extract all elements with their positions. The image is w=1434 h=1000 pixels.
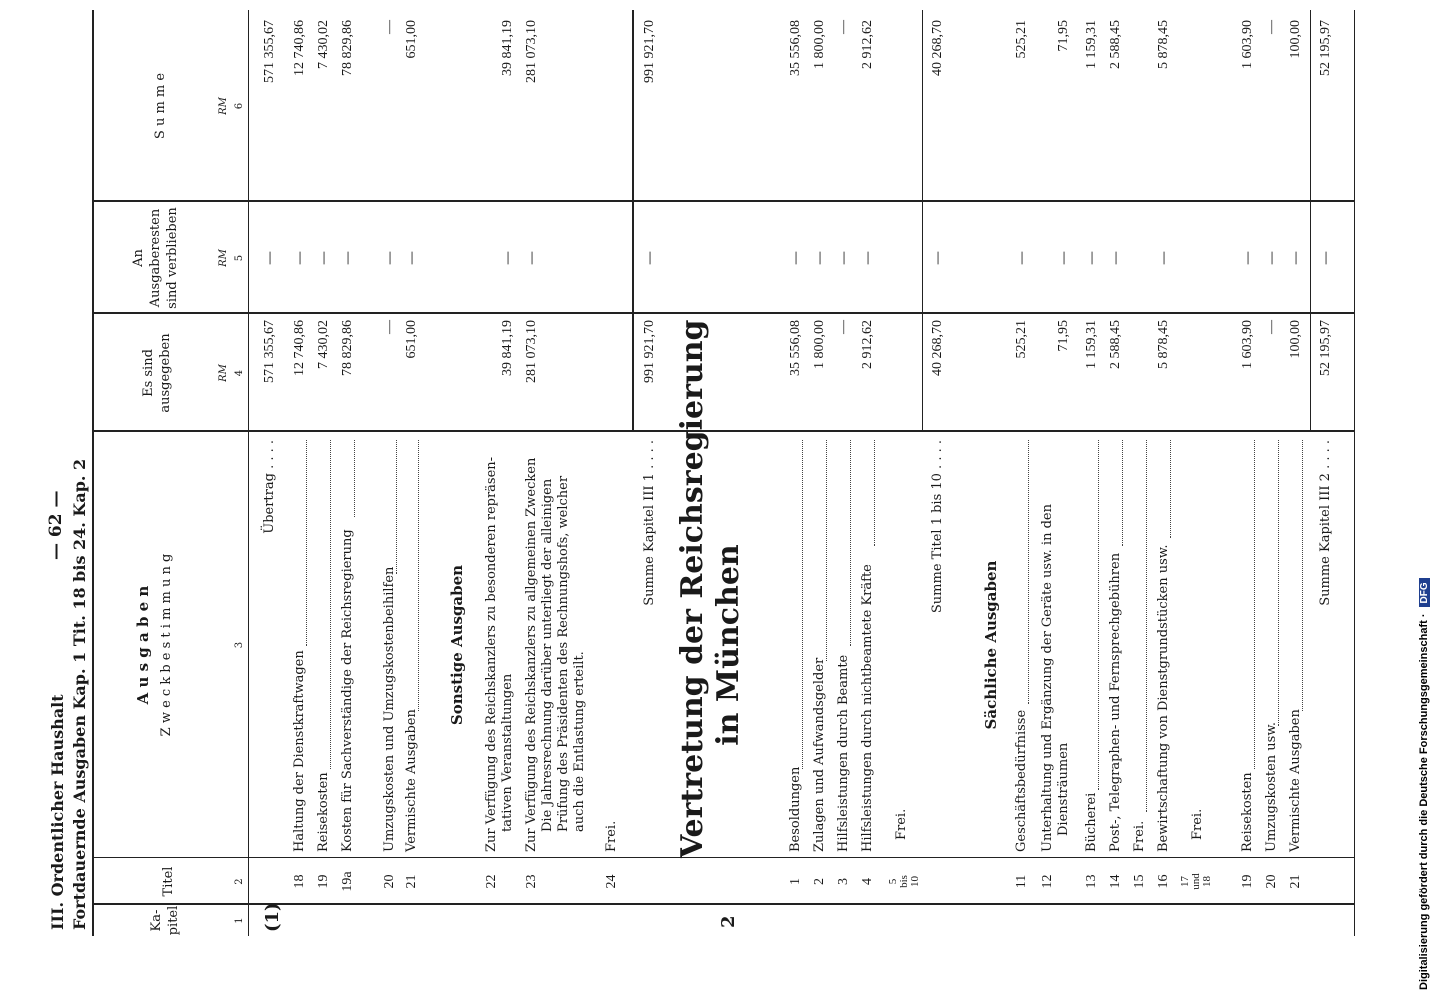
kap2-row-14-summe: 2 588,45: [1108, 20, 1123, 69]
kap2-row-13-summe: 1 159,31: [1084, 20, 1099, 69]
kap2-row-14-text: Post-, Telegraphen- und Fernsprechgebühren: [1108, 552, 1123, 852]
sum-kap1-label: Summe Kapitel III 1 . . . .: [642, 440, 657, 606]
kap2-subtotal-summe: 40 268,70: [930, 20, 945, 76]
kap1-row-21-summe: 651,00: [404, 20, 419, 59]
row-23-line3: Prüfung des Präsidenten des Rechnungshofs, welcher: [556, 475, 571, 832]
row-24-titel: 24: [604, 874, 619, 889]
col-zweck-header: Z w e c k b e s t i m m u n g: [159, 553, 174, 737]
header-title: III. Ordentlicher Haushalt: [48, 694, 67, 930]
sum-kap2-summe: 52 195,97: [1318, 20, 1333, 76]
kap2-row-1-titel: 1: [788, 878, 803, 885]
row-23-line4: auch die Entlastung erteilt.: [572, 651, 587, 832]
kap1-row-19-summe: 7 430,02: [316, 20, 331, 69]
row-23-ausg: 281 073,10: [524, 320, 539, 383]
col-ausgegeben-header: Es sind ausgegeben: [141, 333, 173, 413]
sum-kap2-rest: —: [1318, 251, 1334, 265]
kap2-row-12-text: Unterhaltung und Ergänzung der Geräte usw. in den: [1040, 504, 1055, 852]
unit-rm-6: RM: [218, 97, 229, 115]
kap2-row-19-text: Reisekosten: [1240, 772, 1255, 852]
col-titel-header: Titel: [161, 866, 176, 897]
header-subtitle: Fortdauernde Ausgaben Kap. 1 Tit. 18 bis 24. Kap. 2: [70, 458, 89, 930]
kap2-frei1-text: Frei.: [894, 808, 909, 840]
saechliche-title: Sächliche Ausgaben: [982, 560, 1000, 730]
kap2-row-2-text: Zulagen und Aufwandsgelder: [812, 657, 827, 852]
col-reste-header: An Ausgaberesten sind verblieben: [131, 207, 180, 309]
kap2-row-1-text: Besoldungen: [788, 766, 803, 852]
kap2-row-14-titel: 14: [1108, 874, 1123, 889]
unit-rm-4: RM: [218, 364, 229, 382]
kap1-row-19a-ausg: 78 829,86: [340, 320, 355, 376]
kap1-row-21-ausg: 651,00: [404, 320, 419, 359]
kap2-row-19-rest: —: [1240, 251, 1256, 265]
row-23-line1: Zur Verfügung des Reichskanzlers zu allgemeinen Zwecken: [524, 457, 539, 852]
kap2-row-20-titel: 20: [1264, 874, 1279, 889]
kap2-row-20-ausg: —: [1264, 320, 1279, 334]
kap2-frei2-text: Frei.: [1190, 808, 1205, 840]
kap1-row-20-text: Umzugskosten und Umzugskostenbeihilfen: [382, 566, 397, 852]
kap1-row-19-titel: 19: [316, 874, 331, 889]
kap1-row-20-summe: —: [382, 20, 397, 34]
kap2-row-19-titel: 19: [1240, 874, 1255, 889]
page-number: — 62 —: [46, 490, 66, 560]
kap2-row-12-ausg: 71,95: [1056, 320, 1071, 352]
kap2-row-20-summe: —: [1264, 20, 1279, 34]
row-22-summe: 39 841,19: [500, 20, 515, 76]
kap2-row-16-rest: —: [1156, 251, 1172, 265]
kap2-row-19-summe: 1 603,90: [1240, 20, 1255, 69]
kap1-row-18-ausg: 12 740,86: [292, 320, 307, 376]
row-22-line1: Zur Verfügung des Reichskanzlers zu besonderen repräsen-: [484, 456, 499, 852]
kap2-row-20-rest: —: [1264, 251, 1280, 265]
kap2-row-13-ausg: 1 159,31: [1084, 320, 1099, 369]
col-num-6: 6: [234, 102, 245, 110]
row-23-line2: Die Jahresrechnung darüber unterliegt der alleinigen: [540, 478, 555, 832]
sum-kap2-label: Summe Kapitel III 2 . . . .: [1318, 440, 1333, 606]
kap2-row-2-rest: —: [812, 251, 828, 265]
kap2-frei2-titel: 17 und 18: [1179, 873, 1213, 890]
uebertrag-rest: —: [262, 251, 278, 265]
kap1-row-19-ausg: 7 430,02: [316, 320, 331, 369]
col-num-5: 5: [234, 254, 245, 262]
kap2-row-11-summe: 525,21: [1014, 20, 1029, 59]
kap1-row-18-text: Haltung der Dienstkraftwagen: [292, 650, 307, 852]
kap2-row-20-text: Umzugskosten usw.: [1264, 721, 1279, 852]
kap2-row-11-rest: —: [1014, 251, 1030, 265]
kap2-row-2-summe: 1 800,00: [812, 20, 827, 69]
kap1-row-21-rest: —: [404, 251, 420, 265]
row-22-ausg: 39 841,19: [500, 320, 515, 376]
kap2-row-11-ausg: 525,21: [1014, 320, 1029, 359]
kap2-row-13-text: Bücherei: [1084, 792, 1099, 852]
kap2-row-16-ausg: 5 878,45: [1156, 320, 1171, 369]
uebertrag-summe: 571 355,67: [262, 20, 277, 83]
digitization-credit: [1412, 10, 1434, 990]
kap2-row-16-titel: 16: [1156, 874, 1171, 889]
kap1-row-18-summe: 12 740,86: [292, 20, 307, 76]
unit-rm-5: RM: [218, 249, 229, 267]
kap2-row-21-summe: 100,00: [1288, 20, 1303, 59]
kap2-row-13-rest: —: [1084, 251, 1100, 265]
kap2-row-4-rest: —: [860, 251, 876, 265]
col-summe-header: S u m m e: [153, 72, 168, 140]
kap2-row-13-titel: 13: [1084, 874, 1099, 889]
kap2-row-21-rest: —: [1288, 251, 1304, 265]
row-24-text: Frei.: [604, 820, 619, 852]
kap1-row-19a-rest: —: [340, 251, 356, 265]
kap2-row-1-rest: —: [788, 251, 804, 265]
kap2-row-4-text: Hilfsleistungen durch nichtbeamtete Kräfte: [860, 564, 875, 852]
kap2-row-16-text: Bewirtschaftung von Dienstgrundstücken usw.: [1156, 544, 1171, 852]
col-num-2: 2: [234, 878, 245, 885]
row-22-rest: —: [500, 251, 516, 265]
kap2-row-4-titel: 4: [860, 878, 875, 885]
sum-kap1-ausg: 991 921,70: [642, 320, 657, 383]
sum-kap2-ausg: 52 195,97: [1318, 320, 1333, 376]
row-23-summe: 281 073,10: [524, 20, 539, 83]
kap1-row-20-rest: —: [382, 251, 398, 265]
kap2-row-3-text: Hilfsleistungen durch Beamte: [836, 654, 851, 852]
kap2-subtotal-ausg: 40 268,70: [930, 320, 945, 376]
sum-kap1-rest: —: [642, 251, 658, 265]
kap2-row-3-titel: 3: [836, 878, 851, 885]
kapitel-1-label: (1): [262, 902, 283, 932]
kap1-row-21-titel: 21: [404, 874, 419, 889]
row-23-titel: 23: [524, 874, 539, 889]
kap2-row-12-summe: 71,95: [1056, 20, 1071, 52]
kap2-row-12-text2: Diensträumen: [1056, 742, 1071, 836]
sonstige-title: Sonstige Ausgaben: [448, 564, 466, 726]
kap2-row-1-ausg: 35 556,08: [788, 320, 803, 376]
row-22-line2: tativen Veranstaltungen: [500, 673, 515, 832]
kap1-row-20-ausg: —: [382, 320, 397, 334]
credit-text: Digitalisierung gefördert durch die Deutsche Forschungsgemeinschaft ·: [1418, 613, 1430, 990]
kap2-title-line2: in München: [711, 544, 746, 746]
kap1-row-18-rest: —: [292, 251, 308, 265]
kap2-row-11-text: Geschäftsbedürfnisse: [1014, 709, 1029, 852]
kap1-row-19a-titel: 19a: [340, 871, 355, 892]
kap2-row-11-titel: 11: [1014, 874, 1029, 889]
row-23-rest: —: [524, 251, 540, 265]
col-kapitel-header: Ka- pitel: [149, 905, 181, 936]
kap2-row-3-ausg: —: [836, 320, 851, 334]
uebertrag-label: Übertrag . . . .: [262, 440, 277, 534]
col-num-4: 4: [234, 369, 245, 377]
dfg-logo: DFG: [1419, 578, 1430, 607]
kap1-row-19-rest: —: [316, 251, 332, 265]
sum-kap1-summe: 991 921,70: [642, 20, 657, 83]
kap2-row-4-summe: 2 912,62: [860, 20, 875, 69]
kap2-row-21-titel: 21: [1288, 874, 1303, 889]
kap2-row-12-rest: —: [1056, 251, 1072, 265]
kap2-row-3-rest: —: [836, 251, 852, 265]
kap2-row-19-ausg: 1 603,90: [1240, 320, 1255, 369]
kap2-row-2-titel: 2: [812, 878, 827, 885]
kap2-row-15-text: Frei.: [1132, 820, 1147, 852]
kap2-frei1-titel: 5 bis 10: [887, 875, 921, 888]
row-22-titel: 22: [484, 874, 499, 889]
kap2-row-21-ausg: 100,00: [1288, 320, 1303, 359]
col-num-3: 3: [234, 641, 245, 649]
kap2-row-16-summe: 5 878,45: [1156, 20, 1171, 69]
kap1-row-19a-text: Kosten für Sachverständige der Reichsregierung: [340, 529, 355, 852]
kap1-row-19-text: Reisekosten: [316, 772, 331, 852]
col-num-1: 1: [234, 917, 245, 924]
kap2-row-1-summe: 35 556,08: [788, 20, 803, 76]
kap2-subtotal-label: Summe Titel 1 bis 10 . . . .: [930, 440, 945, 614]
kap1-row-21-text: Vermischte Ausgaben: [404, 709, 419, 852]
uebertrag-ausg: 571 355,67: [262, 320, 277, 383]
col-ausgaben-header: A u s g a b e n: [134, 585, 152, 705]
kap2-title-line1: Vertretung der Reichsregierung: [675, 319, 710, 858]
kap2-row-14-ausg: 2 588,45: [1108, 320, 1123, 369]
kap2-row-4-ausg: 2 912,62: [860, 320, 875, 369]
kap1-row-18-titel: 18: [292, 874, 307, 889]
kap2-row-14-rest: —: [1108, 251, 1124, 265]
kap2-row-12-titel: 12: [1040, 874, 1055, 889]
kap2-row-2-ausg: 1 800,00: [812, 320, 827, 369]
kap1-row-20-titel: 20: [382, 874, 397, 889]
kap2-row-15-titel: 15: [1132, 874, 1147, 889]
kap2-row-21-text: Vermischte Ausgaben: [1288, 709, 1303, 852]
kap2-subtotal-rest: —: [930, 251, 946, 265]
kap2-row-3-summe: —: [836, 20, 851, 34]
kap1-row-19a-summe: 78 829,86: [340, 20, 355, 76]
kapitel-2-label: 2: [718, 915, 739, 928]
